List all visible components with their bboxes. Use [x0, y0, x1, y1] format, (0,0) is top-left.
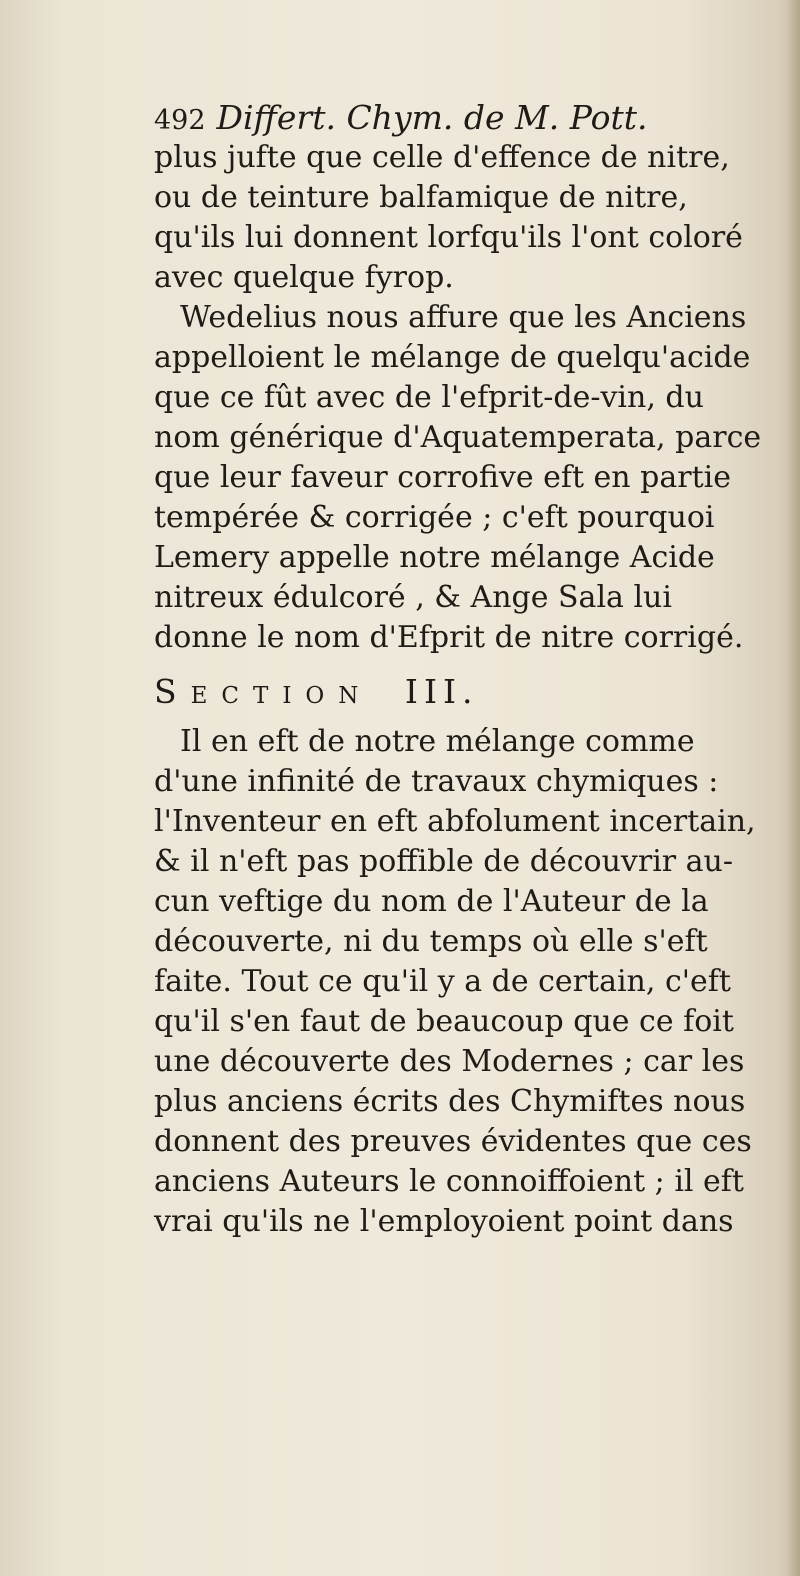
text-line: ou de teinture balfamique de nitre,: [154, 180, 688, 215]
text-line: cun veftige du nom de l'Auteur de la: [154, 884, 709, 919]
text-line: que ce fût avec de l'efprit-de-vin, du: [154, 380, 704, 415]
section-number: III.: [404, 672, 479, 711]
text-line: plus anciens écrits des Chymiftes nous: [154, 1084, 746, 1119]
text-line: nitreux édulcoré , & Ange Sala lui: [154, 580, 672, 615]
text-line: Wedelius nous affure que les Anciens: [180, 300, 747, 335]
text-line: appelloient le mélange de quelqu'acide: [154, 340, 751, 375]
text-line: Lemery appelle notre mélange Acide: [154, 540, 715, 575]
text-line: avec quelque fyrop.: [154, 260, 454, 295]
text-line: & il n'eft pas poffible de découvrir au-: [154, 844, 734, 879]
page-number: 492: [154, 105, 206, 136]
text-line: donnent des preuves évidentes que ces: [154, 1124, 752, 1159]
text-line: plus jufte que celle d'effence de nitre,: [154, 140, 730, 175]
text-line: l'Inventeur en eft abfolument incertain,: [154, 804, 756, 839]
text-line: donne le nom d'Efprit de nitre corrigé.: [154, 620, 744, 655]
text-line: découverte, ni du temps où elle s'eft: [154, 924, 708, 959]
text-line: qu'ils lui donnent lorfqu'ils l'ont coloré: [154, 220, 743, 255]
running-title: Differt. Chym. de M. Pott.: [216, 98, 648, 137]
text-line: faite. Tout ce qu'il y a de certain, c'eft: [154, 964, 731, 999]
text-line: une découverte des Modernes ; car les: [154, 1044, 745, 1079]
text-line: qu'il s'en faut de beaucoup que ce foit: [154, 1004, 734, 1039]
section-label: Section: [154, 672, 373, 711]
text-line: vrai qu'ils ne l'employoient point dans: [154, 1204, 734, 1239]
text-line: anciens Auteurs le connoiffoient ; il eft: [154, 1164, 744, 1199]
section-heading: [154, 662, 794, 722]
text-line: Il en eft de notre mélange comme: [180, 724, 695, 759]
paragraph-1: [154, 138, 794, 298]
paragraph-3: [154, 722, 794, 1242]
paragraph-2: [154, 298, 794, 658]
text-line: nom générique d'Aquatemperata, parce: [154, 420, 762, 455]
text-block: [154, 98, 794, 1242]
running-head: [154, 98, 794, 138]
text-line: d'une infinité de travaux chymiques :: [154, 764, 719, 799]
text-line: tempérée & corrigée ; c'eft pourquoi: [154, 500, 715, 535]
text-line: que leur faveur corrofive eft en partie: [154, 460, 732, 495]
